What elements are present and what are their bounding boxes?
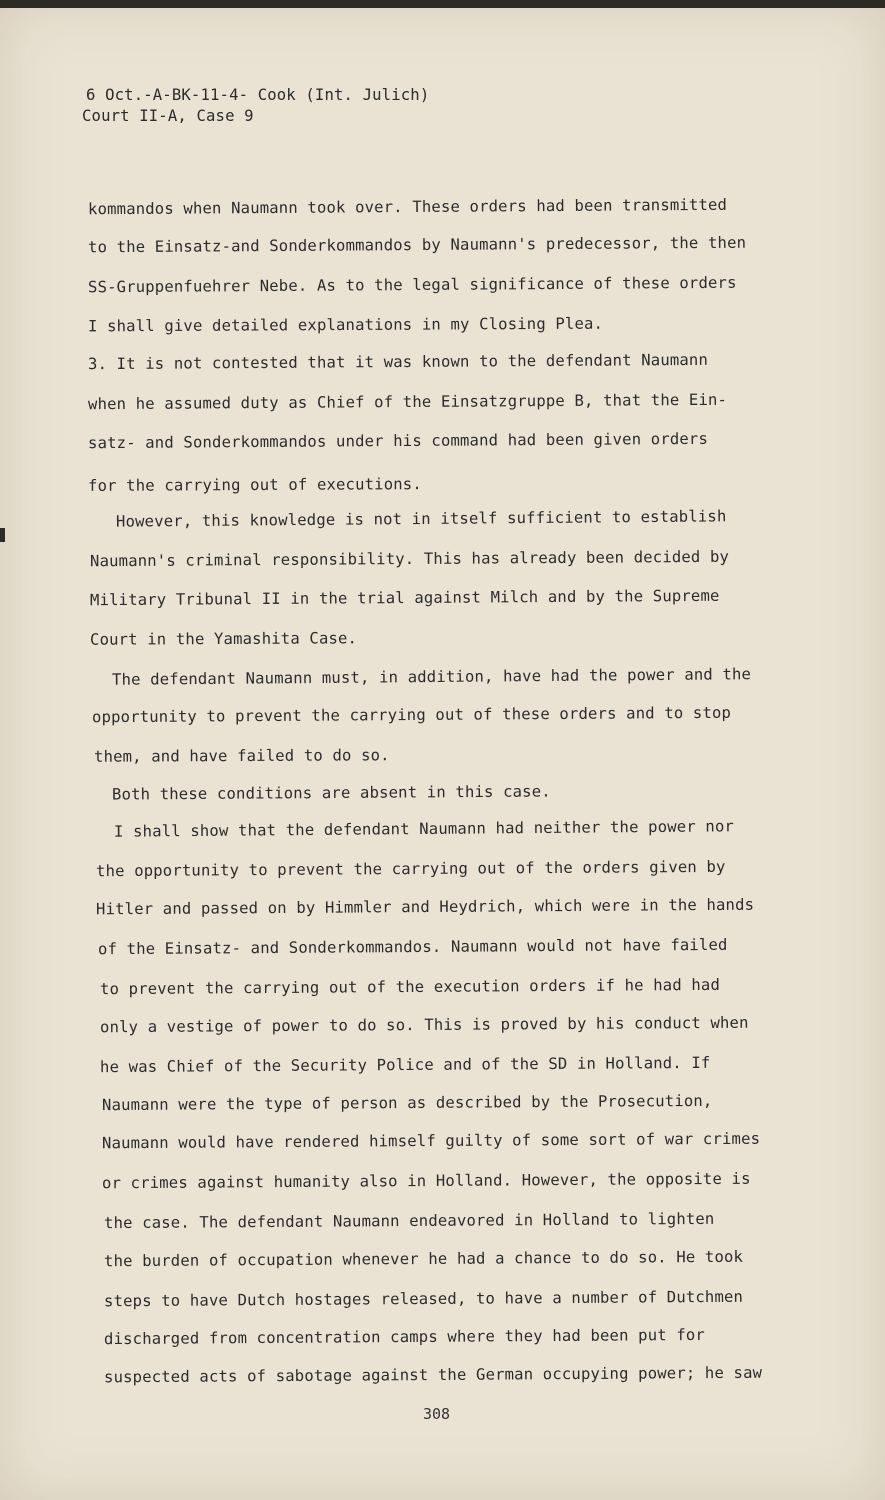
header-line-2: Court II-A, Case 9 [82, 107, 254, 125]
body-line-20: of the Einsatz- and Sonderkommandos. Naumann would not have failed [97, 935, 728, 959]
body-line-14: opportunity to prevent the carrying out of these orders and to stop [91, 703, 732, 727]
body-line-28: the burden of occupation whenever he had a chance to do so. He took [103, 1247, 744, 1271]
body-line-7: satz- and Sonderkommandos under his command had been given orders [87, 429, 709, 453]
body-line-26: or crimes against humanity also in Holland. However, the opposite is [101, 1169, 751, 1193]
body-line-16: Both these conditions are absent in this case. [111, 782, 551, 804]
binding-mark [0, 528, 5, 542]
body-line-25: Naumann would have rendered himself guilty of some sort of war crimes [101, 1129, 761, 1153]
body-line-31: suspected acts of sabotage against the German occupying power; he saw [103, 1363, 763, 1387]
body-line-24: Naumann were the type of person as described by the Prosecution, [101, 1091, 713, 1115]
body-line-11: Military Tribunal II in the trial against Milch and by the Supreme [89, 586, 720, 610]
body-line-6: when he assumed duty as Chief of the Einsatzgruppe B, that the Ein- [87, 390, 728, 414]
body-line-2: to the Einsatz-and Sonderkommandos by Naumann's predecessor, the then [87, 233, 747, 257]
body-line-29: steps to have Dutch hostages released, to have a number of Dutchmen [103, 1287, 744, 1311]
body-line-12: Court in the Yamashita Case. [89, 629, 358, 649]
body-line-8: for the carrying out of executions. [87, 475, 422, 495]
body-line-30: discharged from concentration camps where they had been put for [103, 1325, 705, 1349]
body-line-5: 3. It is not contested that it was known to the defendant Naumann [87, 350, 709, 374]
body-line-17: I shall show that the defendant Naumann had neither the power nor [113, 817, 735, 841]
page-number: 308 [423, 1405, 451, 1423]
body-line-4: I shall give detailed explanations in my Closing Plea. [87, 314, 604, 336]
body-line-1: kommandos when Naumann took over. These orders had been transmitted [87, 195, 728, 219]
page-top-edge [0, 0, 885, 8]
body-line-3: SS-Gruppenfuehrer Nebe. As to the legal significance of these orders [87, 273, 737, 297]
body-line-10: Naumann's criminal responsibility. This has already been decided by [89, 547, 730, 571]
body-line-23: he was Chief of the Security Police and of the SD in Holland. If [99, 1053, 711, 1077]
body-line-15: them, and have failed to do so. [93, 746, 390, 766]
body-line-22: only a vestige of power to do so. This is proved by his conduct when [99, 1013, 749, 1037]
body-line-9: However, this knowledge is not in itself sufficient to establish [115, 507, 727, 531]
body-line-13: The defendant Naumann must, in addition, have had the power and the [111, 665, 752, 689]
body-line-21: to prevent the carrying out of the execution orders if he had had [99, 975, 721, 999]
body-line-18: the opportunity to prevent the carrying out of the orders given by [95, 857, 726, 881]
body-line-19: Hitler and passed on by Himmler and Heydrich, which were in the hands [95, 895, 755, 919]
body-line-27: the case. The defendant Naumann endeavored in Holland to lighten [103, 1209, 715, 1233]
header-line-1: 6 Oct.-A-BK-11-4- Cook (Int. Julich) [86, 86, 430, 104]
